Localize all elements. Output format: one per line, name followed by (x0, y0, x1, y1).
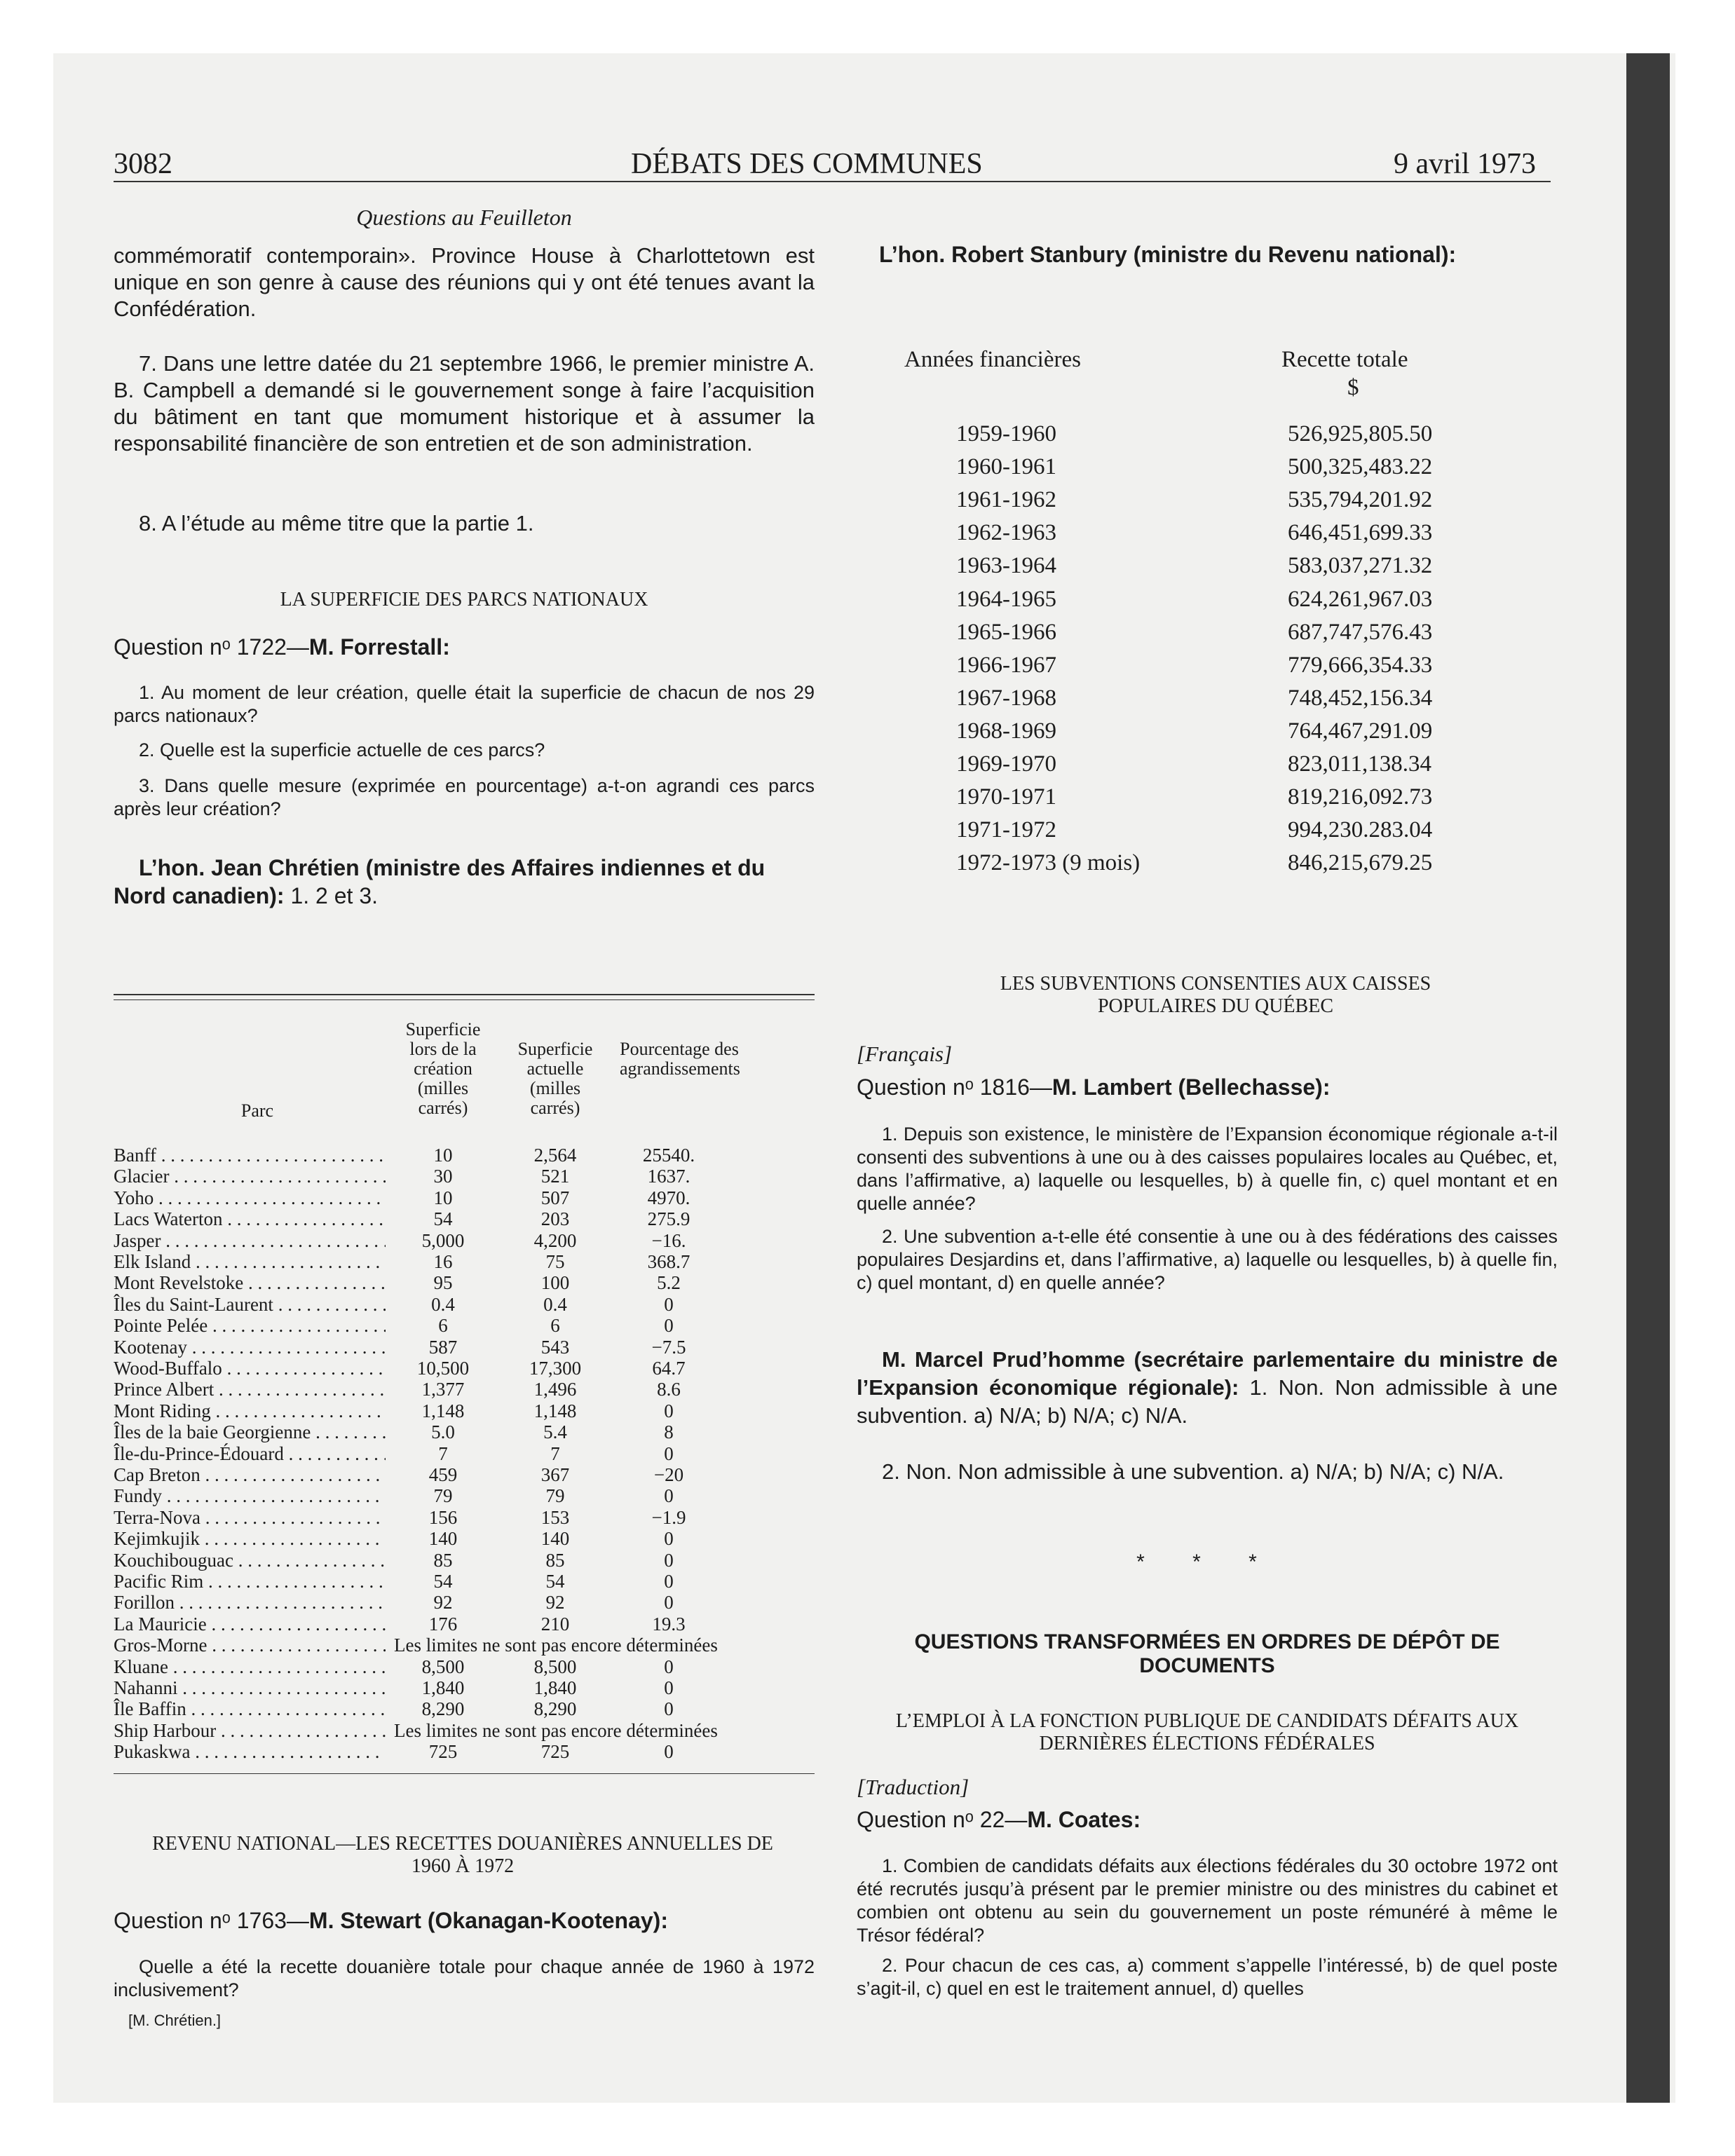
continuation-paragraph: commémoratif contemporain». Province House à Charlottetown est unique en son genre à cause des réunions qui y ont été tenues avant la Confédération. (114, 243, 815, 321)
parks-table-row (114, 1613, 815, 1635)
fiscal-year: 1966-1967 (956, 652, 1056, 678)
parks-table-row (114, 1656, 815, 1677)
parks-table-row (114, 1528, 815, 1549)
park-name: Fundy . . . (114, 1485, 386, 1507)
revenue-table-row (879, 653, 1552, 681)
total-revenue: 535,794,201.92 (1288, 487, 1433, 513)
park-expansion-percent: 0 (664, 1293, 674, 1315)
revenue-table-row (879, 620, 1552, 648)
scan-edge-shadow (1626, 53, 1670, 2103)
park-area-creation: 79 (433, 1485, 453, 1507)
revenue-table-row (879, 421, 1552, 449)
park-area-creation: 10 (433, 1187, 453, 1208)
park-area-current: 2,564 (533, 1145, 577, 1166)
park-name: Cap Breton . . . (114, 1464, 386, 1486)
revenue-table-row (879, 520, 1552, 548)
revenue-table-row (879, 487, 1552, 515)
parks-table-row (114, 1145, 815, 1166)
total-revenue: 687,747,576.43 (1288, 619, 1433, 645)
park-name: Mont Revelstoke . . . (114, 1272, 386, 1294)
total-revenue: 823,011,138.34 (1288, 751, 1432, 777)
park-expansion-percent: 0 (664, 1677, 674, 1698)
parks-table-row (114, 1421, 815, 1442)
revenue-table-row (879, 553, 1552, 581)
park-name: Îles de la baie Georgienne . . . (114, 1421, 386, 1443)
revenue-table-row (879, 454, 1552, 482)
fiscal-year: 1969-1970 (956, 751, 1056, 777)
park-expansion-percent: 19.3 (652, 1613, 686, 1635)
parks-table-row (114, 1294, 815, 1315)
question-22-item-1: 1. Combien de candidats défaits aux élections fédérales du 30 octobre 1972 ont été recrutés jusqu’à présent par le premier ministre ou des ministres du cabinet et combien ont obtenu au sein du gouvernement un poste rémunéré à même le Trésor fédéral? (857, 1855, 1558, 1946)
park-area-current: 17,300 (529, 1358, 582, 1379)
park-area-current: 100 (540, 1272, 570, 1294)
parks-col-park-header: Parc (240, 1100, 274, 1121)
total-revenue: 624,261,967.03 (1288, 586, 1433, 612)
park-expansion-percent: 8 (664, 1421, 674, 1443)
park-area-creation: 10 (433, 1145, 453, 1166)
chretien-speaker: L’hon. Jean Chrétien (ministre des Affaires indiennes et du Nord canadien): (114, 855, 766, 908)
park-area-current: 75 (545, 1251, 565, 1272)
park-name: Banff . . . (114, 1145, 386, 1166)
parks-table-top-rule-2 (114, 999, 815, 1000)
header-rule (114, 181, 1551, 182)
park-area-creation: 1,148 (421, 1400, 465, 1421)
park-name: Prince Albert . . . (114, 1379, 386, 1400)
park-expansion-percent: 0 (664, 1315, 674, 1337)
park-area-current: 367 (540, 1464, 570, 1485)
park-name: Pukaskwa . . . (114, 1741, 386, 1763)
question-1722-member: M. Forrestall: (308, 634, 450, 660)
park-expansion-percent: 0 (664, 1592, 674, 1613)
prudhomme-answer-part-2: 2. Non. Non admissible à une subvention. a) N/A; b) N/A; c) N/A. (882, 1459, 1504, 1484)
parks-table-row (114, 1507, 815, 1528)
park-area-creation: 54 (433, 1208, 453, 1230)
park-area-creation: 8,290 (421, 1698, 465, 1720)
park-expansion-percent: 25540. (642, 1145, 695, 1166)
revenue-table-row (879, 587, 1552, 615)
parks-table-row (114, 1337, 815, 1358)
park-name: Terra-Nova . . . (114, 1507, 386, 1529)
parks-heading: LA SUPERFICIE DES PARCS NATIONAUX (280, 589, 648, 610)
park-area-creation: 587 (428, 1336, 458, 1358)
park-name: Pacific Rim . . . (114, 1571, 386, 1592)
prudhomme-speaker: M. Marcel Prud’homme (secrétaire parlementaire du ministre de l’Expansion économique régionale): (857, 1347, 1558, 1400)
parks-table-top-rule-1 (114, 994, 815, 995)
prudhomme-answer-text: 1. Non. Non admissible à une subvention. a) N/A; b) N/A; c) N/A. (857, 1375, 1558, 1428)
park-area-current: 140 (540, 1528, 570, 1550)
park-expansion-percent: −7.5 (651, 1336, 686, 1358)
parks-table (114, 1019, 815, 1763)
park-area-current: 153 (540, 1506, 570, 1528)
question-1763-line (114, 1908, 815, 1934)
park-expansion-percent: 64.7 (652, 1358, 686, 1379)
park-area-creation: 1,840 (421, 1677, 465, 1698)
orders-heading: QUESTIONS TRANSFORMÉES EN ORDRES DE DÉPÔT DE DOCUMENTS (914, 1630, 1500, 1677)
park-expansion-percent: 0 (664, 1698, 674, 1720)
fiscal-year: 1972-1973 (9 mois) (956, 850, 1141, 876)
question-1763-member: M. Stewart (Okanagan-Kootenay): (308, 1908, 668, 1933)
parks-table-row (114, 1592, 815, 1613)
fiscal-year: 1963-1964 (956, 553, 1056, 579)
park-area-creation: 30 (433, 1166, 453, 1187)
park-name: Elk Island . . . (114, 1251, 386, 1273)
total-revenue: 583,037,271.32 (1288, 553, 1433, 579)
question-22-item-2: 2. Pour chacun de ces cas, a) comment s’appelle l’intéressé, b) de quel poste s’agit-il, c) quel en est le traitement annuel, d) quelles (857, 1955, 1558, 1999)
park-name: Kouchibouguac . . . (114, 1550, 386, 1571)
employment-heading: L’EMPLOI À LA FONCTION PUBLIQUE DE CANDIDATS DÉFAITS AUX DERNIÈRES ÉLECTIONS FÉDÉRALES (895, 1710, 1519, 1754)
park-expansion-percent: 0 (664, 1528, 674, 1550)
item-8-paragraph: 8. A l’étude au même titre que la partie 1. (139, 511, 534, 535)
parks-table-row (114, 1400, 815, 1421)
park-area-creation: 16 (433, 1251, 453, 1272)
question-22-label: Question nᵒ 22— (857, 1807, 1028, 1832)
revenue-unit: $ (1347, 375, 1359, 400)
park-area-creation: 140 (428, 1528, 458, 1550)
question-1816-member: M. Lambert (Bellechasse): (1052, 1074, 1331, 1100)
parks-table-row (114, 1720, 815, 1741)
question-1816-label: Question nᵒ 1816— (857, 1074, 1052, 1100)
total-revenue: 819,216,092.73 (1288, 784, 1433, 810)
page-number: 3082 (114, 148, 172, 180)
park-expansion-percent: 0 (664, 1741, 674, 1763)
revenue-table (879, 347, 1552, 880)
park-area-creation: 54 (433, 1571, 453, 1592)
park-boundaries-note: Les limites ne sont pas encore déterminées (394, 1635, 718, 1656)
park-expansion-percent: 8.6 (657, 1379, 681, 1400)
park-expansion-percent: −1.9 (651, 1506, 686, 1528)
grants-heading: LES SUBVENTIONS CONSENTIES AUX CAISSES POPULAIRES DU QUÉBEC (1000, 973, 1431, 1017)
revenue-table-row (879, 718, 1552, 746)
fiscal-year: 1960-1961 (956, 454, 1056, 480)
park-area-current: 8,290 (533, 1698, 577, 1720)
question-1722-item-1: 1. Au moment de leur création, quelle était la superficie de chacun de nos 29 parcs nationaux? (114, 682, 815, 726)
chretien-answer (114, 854, 815, 910)
park-area-creation: 6 (438, 1315, 448, 1337)
fiscal-year: 1962-1963 (956, 520, 1056, 546)
park-area-current: 0.4 (543, 1293, 567, 1315)
parks-table-row (114, 1571, 815, 1592)
question-1816-item-2: 2. Une subvention a-t-elle été consentie à une ou à des fédérations des caisses populaires Desjardins et, dans l’affirmative, a) laquelle ou lesquelles, b) à quelle fin, c) quel montant, d) en quelle année? (857, 1226, 1558, 1293)
publication-title: DÉBATS DES COMMUNES (631, 148, 983, 180)
park-name: Pointe Pelée . . . (114, 1315, 386, 1337)
total-revenue: 846,215,679.25 (1288, 850, 1433, 876)
question-22-line (857, 1807, 1558, 1833)
revenue-table-row (879, 817, 1552, 845)
question-1816-line (857, 1074, 1558, 1100)
park-expansion-percent: −16. (651, 1229, 686, 1251)
park-name: Gros-Morne . . . (114, 1635, 386, 1656)
section-title: Questions au Feuilleton (356, 205, 572, 230)
chretien-answer-text: 1. 2 et 3. (284, 883, 378, 908)
park-area-current: 54 (545, 1571, 565, 1592)
question-1763-text: Quelle a été la recette douanière totale pour chaque année de 1960 à 1972 inclusivement? (114, 1956, 815, 2000)
park-area-creation: 0.4 (431, 1293, 455, 1315)
item-7-paragraph: 7. Dans une lettre datée du 21 septembre 1966, le premier ministre A. B. Campbell a demandé si le gouvernement songe à faire l’acquisition du bâtiment en tant que momument historique et à assumer la responsabilité financière de son entretien et de son administration. (114, 351, 815, 456)
park-area-creation: 10,500 (416, 1358, 470, 1379)
total-revenue: 748,452,156.34 (1288, 685, 1433, 711)
park-area-creation: 92 (433, 1592, 453, 1613)
fiscal-year: 1971-1972 (956, 817, 1056, 843)
park-area-current: 7 (550, 1442, 560, 1464)
parks-col-percent-header: Pourcentage des agrandissements (620, 1039, 740, 1079)
park-area-creation: 725 (428, 1741, 458, 1763)
parks-table-row (114, 1677, 815, 1698)
parks-col-current-header: Superficie actuelle (milles carrés) (517, 1039, 593, 1118)
parks-table-bottom-rule (114, 1773, 815, 1774)
park-area-current: 79 (545, 1485, 565, 1507)
park-area-current: 4,200 (533, 1229, 577, 1251)
park-area-current: 210 (540, 1613, 570, 1635)
park-expansion-percent: 0 (664, 1442, 674, 1464)
park-name: Kejimkujik . . . (114, 1528, 386, 1550)
park-name: Kootenay . . . (114, 1337, 386, 1358)
park-expansion-percent: 0 (664, 1656, 674, 1677)
park-area-current: 543 (540, 1336, 570, 1358)
park-area-current: 92 (545, 1592, 565, 1613)
total-revenue: 764,467,291.09 (1288, 718, 1433, 744)
park-area-current: 8,500 (533, 1656, 577, 1677)
revenue-table-row (879, 850, 1552, 878)
park-boundaries-note: Les limites ne sont pas encore déterminées (394, 1719, 718, 1741)
question-1722-line (114, 634, 815, 660)
question-1722-item-3: 3. Dans quelle mesure (exprimée en pourcentage) a-t-on agrandi ces parcs après leur création? (114, 775, 815, 819)
park-area-creation: 95 (433, 1272, 453, 1294)
park-expansion-percent: 0 (664, 1400, 674, 1421)
fiscal-year: 1961-1962 (956, 487, 1056, 513)
park-name: Kluane . . . (114, 1656, 386, 1678)
parks-table-row (114, 1550, 815, 1571)
parks-table-row (114, 1635, 815, 1656)
fiscal-year: 1959-1960 (956, 421, 1056, 446)
park-expansion-percent: 4970. (647, 1187, 690, 1208)
revenue-col-total-header: Recette totale (1281, 347, 1408, 372)
revenue-table-row (879, 685, 1552, 714)
park-expansion-percent: 0 (664, 1549, 674, 1571)
park-area-current: 507 (540, 1187, 570, 1208)
question-1722-label: Question nᵒ 1722— (114, 634, 309, 660)
park-area-creation: 7 (438, 1442, 448, 1464)
parks-table-row (114, 1166, 815, 1187)
park-area-creation: 459 (428, 1464, 458, 1485)
fiscal-year: 1968-1969 (956, 718, 1056, 744)
question-1816-item-1: 1. Depuis son existence, le ministère de l’Expansion économique régionale a-t-il consenti des subventions à une ou à des caisses populaires locales au Québec, et, dans l’affirmative, a) laquelle ou lesquelles, b) à quelle fin, c) quel montant et en quelle année? (857, 1124, 1558, 1214)
parks-table-row (114, 1741, 815, 1762)
footnote: [M. Chrétien.] (128, 2012, 222, 2029)
park-name: Forillon . . . (114, 1592, 386, 1613)
lang-note: [Français] (857, 1042, 953, 1066)
fiscal-year: 1965-1966 (956, 619, 1056, 645)
park-area-creation: 156 (428, 1506, 458, 1528)
park-area-current: 5.4 (543, 1421, 567, 1443)
revenue-table-row (879, 751, 1552, 779)
parks-table-row (114, 1208, 815, 1229)
prudhomme-answer (857, 1346, 1558, 1430)
parks-table-row (114, 1464, 815, 1485)
park-expansion-percent: 0 (664, 1485, 674, 1507)
park-name: Yoho . . . (114, 1187, 386, 1209)
park-area-creation: 176 (428, 1613, 458, 1635)
park-name: Wood-Buffalo . . . (114, 1358, 386, 1379)
park-expansion-percent: −20 (653, 1464, 684, 1485)
park-name: Lacs Waterton . . . (114, 1208, 386, 1230)
fiscal-year: 1967-1968 (956, 685, 1056, 711)
question-1763-label: Question nᵒ 1763— (114, 1908, 309, 1933)
section-separator: * * * (1136, 1550, 1278, 1574)
parks-table-row (114, 1187, 815, 1208)
park-area-creation: 8,500 (421, 1656, 465, 1677)
question-22-member: M. Coates: (1027, 1807, 1141, 1832)
park-name: Île-du-Prince-Édouard . . . (114, 1443, 386, 1465)
total-revenue: 779,666,354.33 (1288, 652, 1433, 678)
park-name: Île Baffin . . . (114, 1698, 386, 1720)
customs-heading: REVENU NATIONAL—LES RECETTES DOUANIÈRES ANNUELLES DE 1960 À 1972 (152, 1833, 773, 1877)
park-expansion-percent: 0 (664, 1571, 674, 1592)
total-revenue: 646,451,699.33 (1288, 520, 1433, 546)
park-area-current: 203 (540, 1208, 570, 1230)
parks-table-row (114, 1698, 815, 1719)
park-area-current: 725 (540, 1741, 570, 1763)
revenue-table-row (879, 784, 1552, 812)
park-name: Jasper . . . (114, 1230, 386, 1252)
parks-table-row (114, 1443, 815, 1464)
parks-table-row (114, 1315, 815, 1336)
parks-table-row (114, 1485, 815, 1506)
translation-note: [Traduction] (857, 1775, 969, 1799)
stanbury-speaker: L’hon. Robert Stanbury (ministre du Revenu national): (879, 242, 1457, 267)
park-expansion-percent: 5.2 (657, 1272, 681, 1294)
park-name: Îles du Saint-Laurent . . . (114, 1294, 386, 1316)
parks-table-row (114, 1358, 815, 1379)
issue-date: 9 avril 1973 (1394, 148, 1536, 180)
park-area-current: 521 (540, 1166, 570, 1187)
park-area-current: 6 (550, 1315, 560, 1337)
parks-col-creation-header: Superficie lors de la création (milles carrés) (405, 1019, 481, 1118)
total-revenue: 994,230.283.04 (1288, 817, 1433, 843)
park-area-creation: 5,000 (421, 1229, 465, 1251)
park-area-creation: 5.0 (431, 1421, 455, 1443)
fiscal-year: 1964-1965 (956, 586, 1056, 612)
total-revenue: 500,325,483.22 (1288, 454, 1433, 480)
park-area-current: 1,496 (533, 1379, 577, 1400)
total-revenue: 526,925,805.50 (1288, 421, 1433, 446)
park-expansion-percent: 368.7 (647, 1251, 690, 1272)
park-expansion-percent: 1637. (647, 1166, 690, 1187)
question-1722-item-2: 2. Quelle est la superficie actuelle de ces parcs? (139, 739, 545, 760)
park-name: Glacier . . . (114, 1166, 386, 1187)
fiscal-year: 1970-1971 (956, 784, 1056, 810)
park-expansion-percent: 275.9 (647, 1208, 690, 1230)
park-name: La Mauricie . . . (114, 1613, 386, 1635)
park-area-current: 1,148 (533, 1400, 577, 1421)
park-name: Nahanni . . . (114, 1677, 386, 1699)
parks-table-row (114, 1251, 815, 1272)
park-area-current: 85 (545, 1549, 565, 1571)
park-area-creation: 1,377 (421, 1379, 465, 1400)
parks-table-row (114, 1272, 815, 1293)
parks-table-row (114, 1379, 815, 1400)
park-area-current: 1,840 (533, 1677, 577, 1698)
park-name: Ship Harbour . . . (114, 1720, 386, 1742)
parks-table-row (114, 1230, 815, 1251)
revenue-col-year-header: Années financières (904, 347, 1081, 372)
park-name: Mont Riding . . . (114, 1400, 386, 1422)
park-area-creation: 85 (433, 1549, 453, 1571)
